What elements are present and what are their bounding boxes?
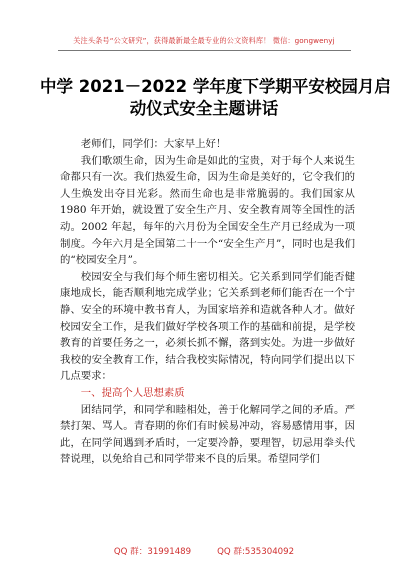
header-divider bbox=[58, 50, 351, 51]
footer-contact bbox=[0, 545, 408, 557]
footer-qq-group-2: QQ 群:535304092 bbox=[217, 547, 295, 557]
body-paragraph-1: 我们歌颂生命，因为生命是如此的宝贵，对于每个人来说生命都只有一次。我们热爱生命，因为生命是美好的，它令我们的人生焕发出夺目光彩。然而生命也是非常脆弱的。我们国家从 1980 年开始，就设置了安全生产月、安全教育周等全国性的活动。2002 年起，每年的六月份为全国安全生产月已经成为一项制度。今年六月是全国第二十一个“安全生产月”，同时也是我们的“校园安全月”。 bbox=[60, 154, 355, 267]
footer-qq-group-1: QQ 群：31991489 bbox=[113, 547, 192, 557]
document-title-line-2: 动仪式安全主题讲话 bbox=[129, 99, 279, 118]
body-paragraph-3: 团结同学，和同学和睦相处，善于化解同学之间的矛盾。严禁打架、骂人。青春期的你们有时候易冲动，容易感情用事，因此，在同学间遇到矛盾时，一定要冷静，要理智，切忌用拳头代替说理，以免给自己和同学带来不良的后果。希望同学们 bbox=[60, 403, 355, 466]
header-promo-note: 关注头条号“公文研究”，获得最新最全最专业的公文资料库！ 微信：gongwenyj bbox=[73, 36, 335, 45]
section-heading-1: 一、提高个人思想素质 bbox=[80, 386, 185, 399]
greeting-paragraph: 老师们，同学们：大家早上好！ bbox=[80, 138, 227, 150]
document-title-line-1: 中学 2021－2022 学年度下学期平安校园月启 bbox=[40, 77, 391, 96]
document-body bbox=[60, 136, 355, 468]
body-paragraph-2: 校园安全与我们每个师生密切相关。它关系到同学们能否健康地成长，能否顺利地完成学业；它关系到老师们能否在一个宁静、安全的环境中教书育人，为国家培养和造就各种人才。做好校园安全工作，是我们做好学校各项工作的基础和前提，是学校教育的首要任务之一，必须长抓不懈，落到实处。为进一步做好我校的安全教育工作，结合我校实际情况，特向同学们提出以下几点要求： bbox=[60, 270, 355, 383]
